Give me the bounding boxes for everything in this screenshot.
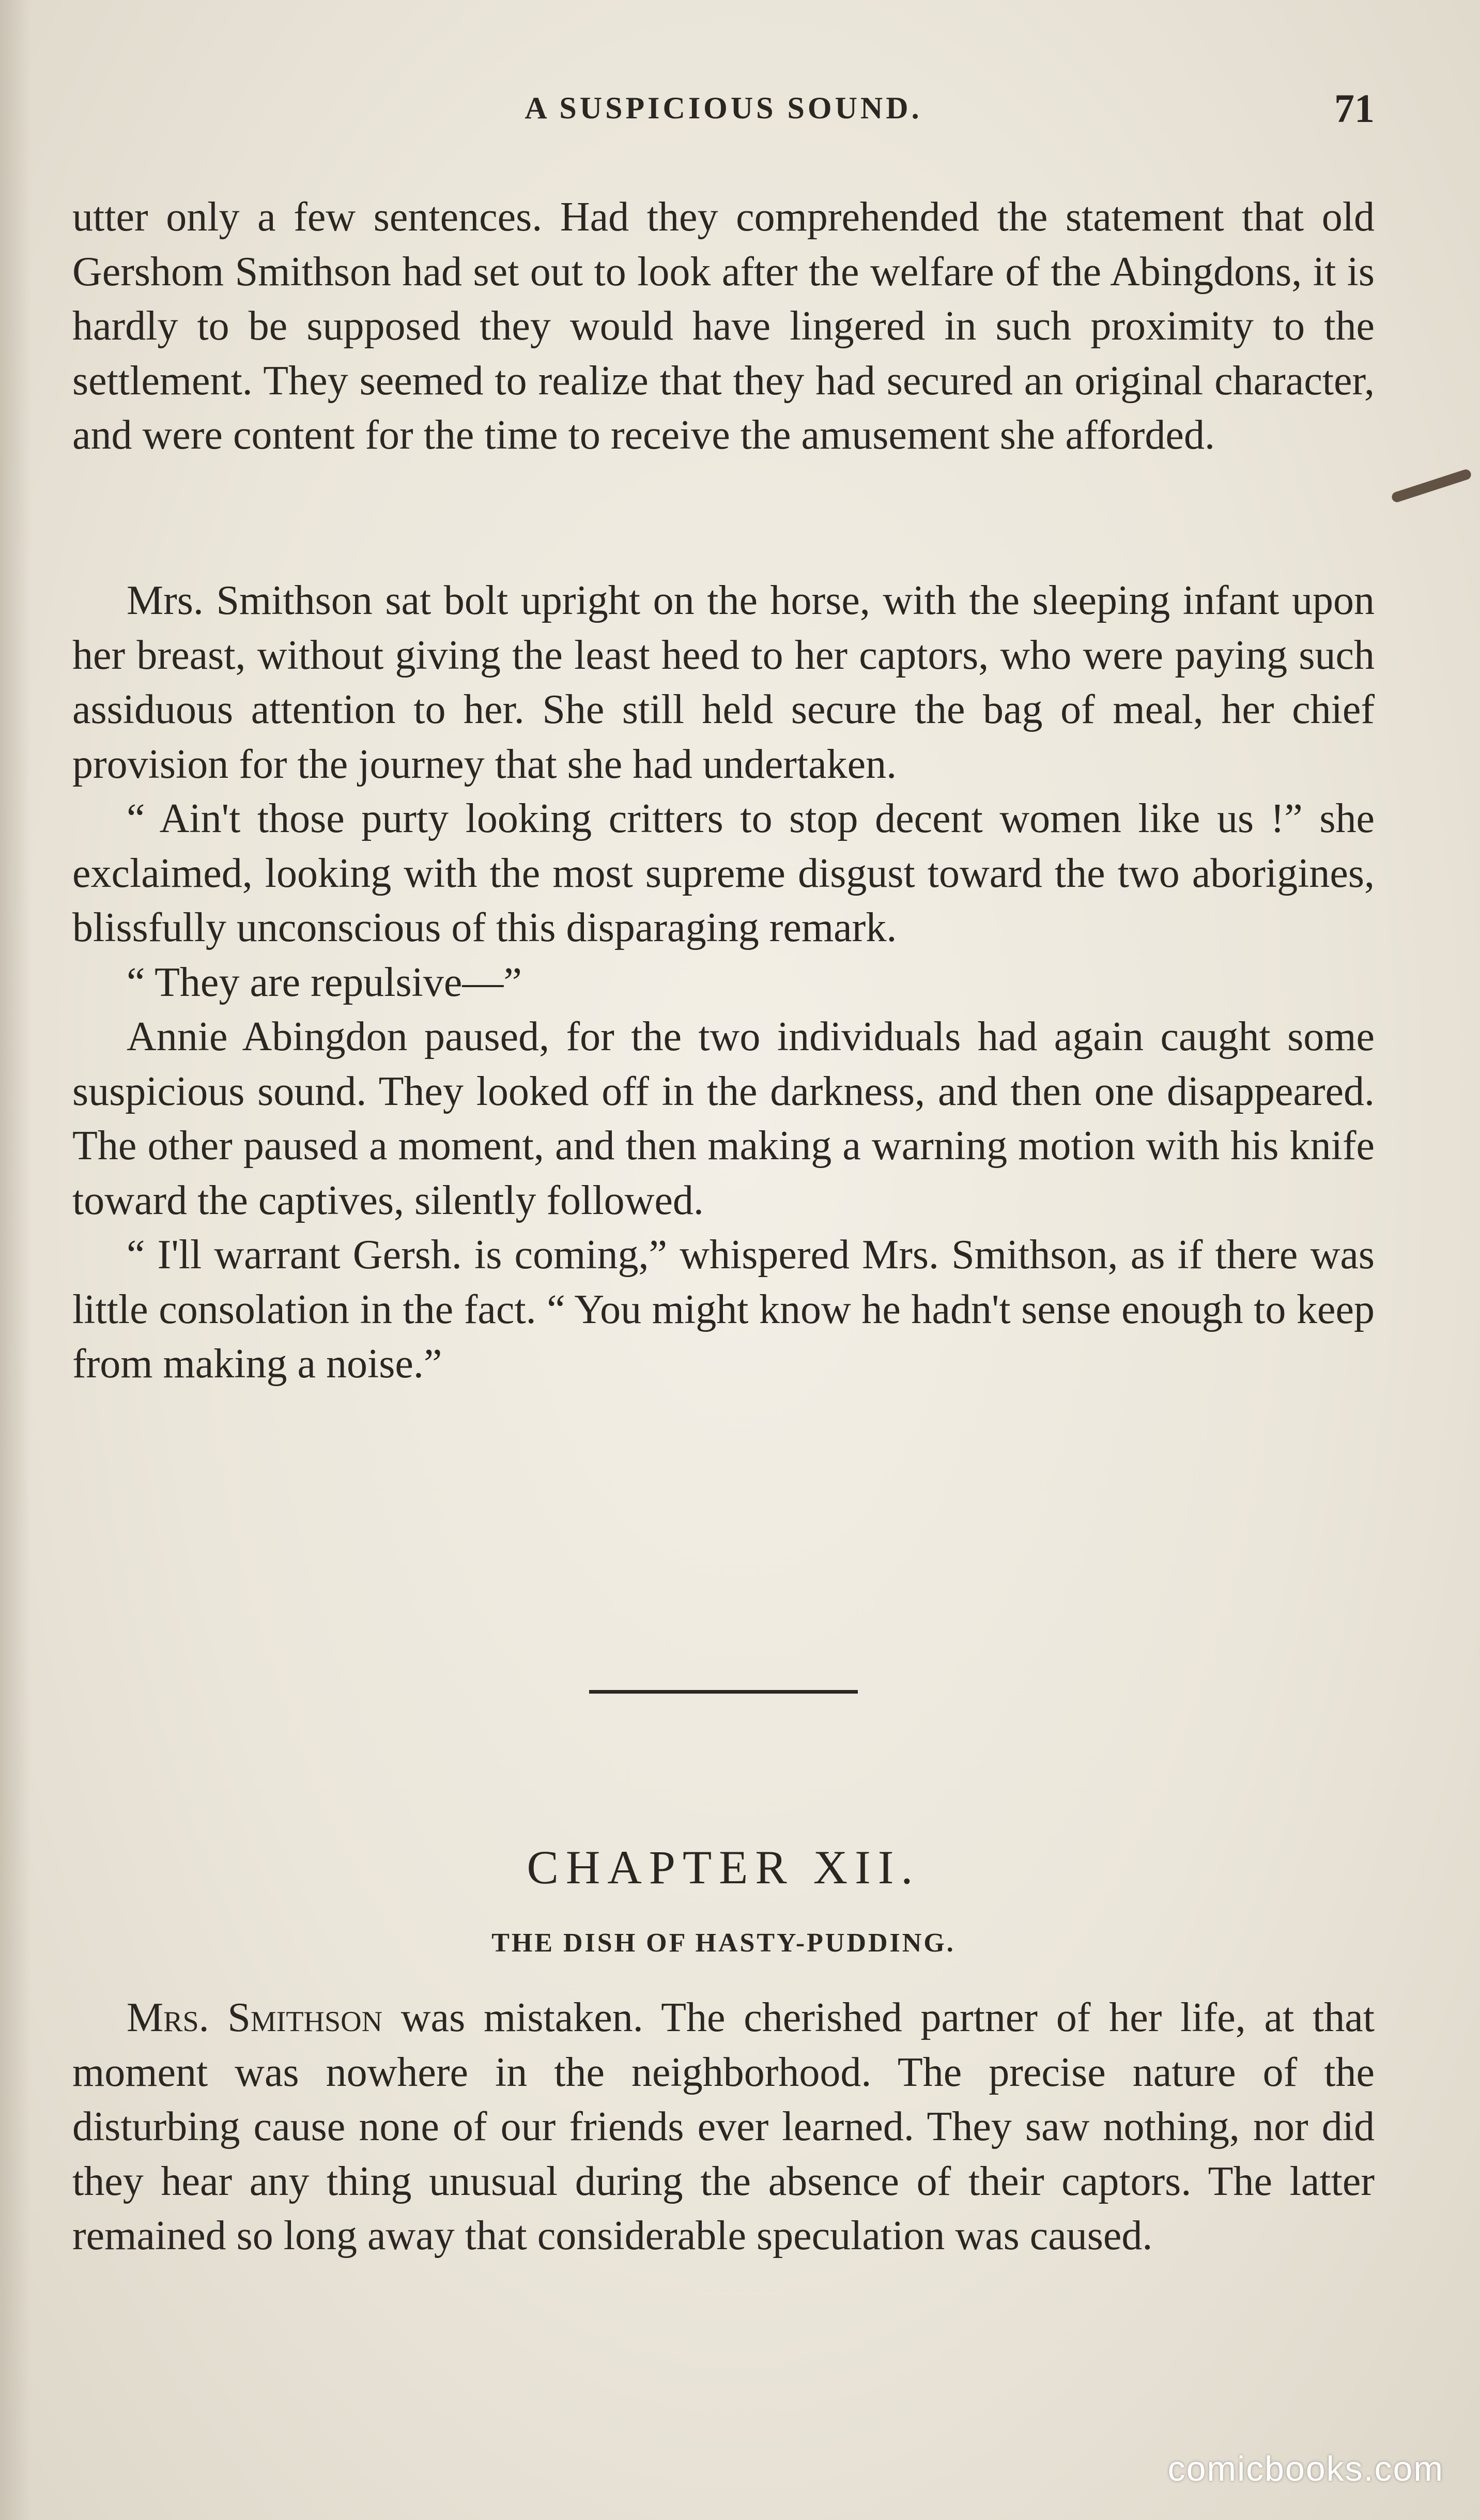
chapter-opening (72, 1991, 1375, 2264)
paragraph (72, 1991, 1375, 2264)
chapter-title: CHAPTER XII. (527, 1841, 920, 1894)
watermark: comicbooks.com (1167, 2449, 1444, 2488)
paragraph-rest: was mistaken. The cherished partner of her life, at that moment was nowhere in the neighborhood. The precise nature of the disturbing cause none of our friends ever learned. They saw nothing, nor did they hear any thing unusual during the absence of their captors. The latter remained so long away that considerable speculation was caused. (72, 1995, 1375, 2258)
pencil-mark (1391, 468, 1472, 503)
running-head (72, 86, 1375, 142)
page-edge-shadow (0, 0, 31, 2520)
paragraph-continuation (72, 190, 1375, 463)
paragraph: Annie Abingdon paused, for the two individuals had again caught some suspicious sound. They looked off in the darkness, and then one disappeared. The other paused a moment, and then making a warning motion with his knife toward the captives, silently followed. (72, 1014, 1375, 1223)
section-divider (589, 1690, 858, 1694)
paragraph: Mrs. Smithson sat bolt upright on the horse, with the sleeping infant upon her breast, without giving the least heed to her captors, who were paying such assiduous attention to her. She still held secure the bag of meal, her chief provision for the journey that she had undertaken. (72, 578, 1375, 787)
paragraph: “ They are repulsive—” (127, 959, 522, 1005)
body-text (72, 574, 1375, 1392)
running-head-title: A SUSPICIOUS SOUND. (525, 91, 922, 125)
lead-smallcaps: Mrs. Smithson (127, 1995, 383, 2040)
paragraph: utter only a few sentences. Had they comprehended the statement that old Gershom Smithson had set out to look after the welfare of the Abingdons, it is hardly to be supposed they would have lingered in such proximity to the settlement. They seemed to realize that they had secured an original character, and were content for the time to receive the amusement she afforded. (72, 194, 1375, 458)
paragraph: “ Ain't those purty looking critters to stop decent women like us !” she exclaimed, looking with the most supreme disgust toward the two aborigines, blissfully unconscious of this disparaging remark. (72, 796, 1375, 950)
page-number: 71 (1334, 86, 1375, 131)
paragraph: “ I'll warrant Gersh. is coming,” whispered Mrs. Smithson, as if there was little consolation in the fact. “ You might know he hadn't sense enough to keep from making a noise.” (72, 1232, 1375, 1387)
chapter-subtitle: THE DISH OF HASTY-PUDDING. (491, 1928, 955, 1958)
